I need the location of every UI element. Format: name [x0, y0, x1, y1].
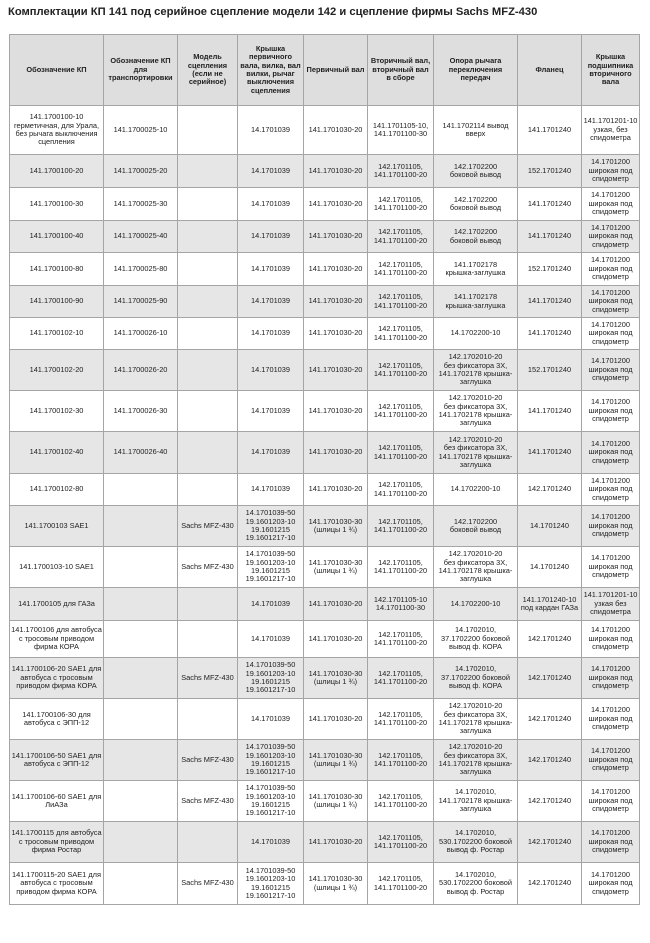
table-cell: 14.1701039-50 19.1601203-10 19.1601215 19.1601217-10: [238, 547, 304, 588]
table-cell: 141.1701030-30 (шлицы 1 ¾): [304, 781, 368, 822]
column-header: Крышка первичного вала, вилка, вал вилки, рычаг выключения сцепления: [238, 35, 304, 106]
table-cell: 141.1701030-20: [304, 253, 368, 286]
table-cell: 141.1701030-20: [304, 318, 368, 350]
table-cell: 141.1700102-10: [10, 318, 104, 350]
table-cell: 141.1701240: [518, 432, 582, 474]
table-cell: 142.1701105, 141.1701100-20: [368, 350, 434, 391]
table-cell: 141.1700026-20: [104, 350, 178, 391]
table-cell: 141.1700102-20: [10, 350, 104, 391]
table-cell: 14.1702010, 37.1702200 боковой вывод ф. КОРА: [434, 658, 518, 699]
table-cell: 142.1701240: [518, 781, 582, 822]
table-cell: 14.1701200 широкая под спидометр: [582, 547, 640, 588]
table-cell: 14.1701200 широкая под спидометр: [582, 432, 640, 474]
table-cell: 141.1701030-20: [304, 350, 368, 391]
table-cell: [104, 474, 178, 506]
table-cell: 14.1701200 широкая под спидометр: [582, 350, 640, 391]
table-cell: 14.1701039: [238, 432, 304, 474]
table-cell: [104, 822, 178, 863]
table-cell: 142.1701240: [518, 658, 582, 699]
table-cell: 142.1702010-20 без фиксатора 3Х, 141.1702178 крышка-заглушка: [434, 699, 518, 740]
table-cell: 141.1701030-20: [304, 391, 368, 432]
table-row: [10, 350, 640, 391]
table-cell: 14.1701240: [518, 506, 582, 547]
table-cell: 14.1701200 широкая под спидометр: [582, 188, 640, 221]
column-header: Крышка подшипника вторичного вала: [582, 35, 640, 106]
table-row: [10, 621, 640, 658]
table-cell: [104, 621, 178, 658]
table-cell: 141.1700106-60 SAE1 для ЛиАЗа: [10, 781, 104, 822]
table-cell: 141.1701030-20: [304, 822, 368, 863]
table-cell: 142.1701240: [518, 699, 582, 740]
table-cell: 14.1701039-50 19.1601203-10 19.1601215 19.1601217-10: [238, 863, 304, 905]
table-cell: 141.1702178 крышка-заглушка: [434, 253, 518, 286]
table-cell: 14.1701039: [238, 391, 304, 432]
table-row: [10, 740, 640, 781]
table-cell: 14.1701200 широкая под спидометр: [582, 699, 640, 740]
table-cell: 141.1700025-90: [104, 286, 178, 318]
table-row: [10, 318, 640, 350]
table-row: [10, 106, 640, 155]
table-cell: 14.1702200-10: [434, 318, 518, 350]
table-cell: 142.1701240: [518, 863, 582, 905]
table-cell: Sachs MFZ-430: [178, 863, 238, 905]
table-cell: 14.1701039: [238, 588, 304, 621]
table-cell: 14.1701200 широкая под спидометр: [582, 506, 640, 547]
column-header: Опора рычага переключения передач: [434, 35, 518, 106]
table-cell: 14.1701039: [238, 221, 304, 253]
table-cell: Sachs MFZ-430: [178, 506, 238, 547]
table-cell: [178, 155, 238, 188]
table-cell: 14.1701200 широкая под спидометр: [582, 318, 640, 350]
table-cell: 14.1701200 широкая под спидометр: [582, 822, 640, 863]
table-row: [10, 506, 640, 547]
table-cell: 14.1701039: [238, 106, 304, 155]
table-cell: 14.1701039: [238, 188, 304, 221]
table-cell: 142.1701240: [518, 740, 582, 781]
column-header: Модель сцепления (если не серийное): [178, 35, 238, 106]
table-cell: 142.1701105, 141.1701100-20: [368, 621, 434, 658]
table-cell: 142.1701105, 141.1701100-20: [368, 658, 434, 699]
table-cell: 142.1702010-20 без фиксатора 3Х, 141.1702178 крышка-заглушка: [434, 350, 518, 391]
table-cell: 141.1701030-20: [304, 588, 368, 621]
table-cell: 141.1701201-10 узкая, без спидометра: [582, 106, 640, 155]
table-cell: 142.1702010-20 без фиксатора 3Х, 141.1702178 крышка-заглушка: [434, 432, 518, 474]
table-cell: 14.1701039: [238, 474, 304, 506]
table-cell: [178, 699, 238, 740]
table-cell: 14.1701200 широкая под спидометр: [582, 221, 640, 253]
table-cell: [178, 391, 238, 432]
table-cell: 141.1701240: [518, 106, 582, 155]
table-cell: [178, 286, 238, 318]
table-cell: 14.1701200 широкая под спидометр: [582, 391, 640, 432]
table-cell: 141.1702114 вывод вверх: [434, 106, 518, 155]
table-cell: 142.1702200 боковой вывод: [434, 221, 518, 253]
table-cell: [104, 547, 178, 588]
table-cell: Sachs MFZ-430: [178, 658, 238, 699]
table-cell: 141.1700102-80: [10, 474, 104, 506]
table-cell: 142.1701105, 141.1701100-20: [368, 822, 434, 863]
table-row: [10, 253, 640, 286]
table-cell: [104, 781, 178, 822]
table-cell: 142.1701105-10 14.1701100-30: [368, 588, 434, 621]
table-cell: 142.1701105, 141.1701100-20: [368, 432, 434, 474]
table-cell: 141.1700026-40: [104, 432, 178, 474]
table-cell: 141.1700026-10: [104, 318, 178, 350]
table-cell: 141.1700100-80: [10, 253, 104, 286]
table-cell: 142.1701105, 141.1701100-20: [368, 506, 434, 547]
table-cell: 14.1701039: [238, 253, 304, 286]
table-cell: [104, 658, 178, 699]
table-row: [10, 474, 640, 506]
table-cell: 14.1701200 широкая под спидометр: [582, 658, 640, 699]
table-cell: 14.1701200 широкая под спидометр: [582, 781, 640, 822]
table-cell: 142.1701105, 141.1701100-20: [368, 699, 434, 740]
table-cell: 142.1701105, 141.1701100-20: [368, 474, 434, 506]
table-cell: 141.1701030-20: [304, 432, 368, 474]
table-row: [10, 822, 640, 863]
table-cell: 142.1702200 боковой вывод: [434, 188, 518, 221]
table-cell: [178, 221, 238, 253]
table-cell: 141.1701240: [518, 391, 582, 432]
table-cell: 14.1701200 широкая под спидометр: [582, 740, 640, 781]
table-cell: 14.1701039-50 19.1601203-10 19.1601215 19.1601217-10: [238, 781, 304, 822]
table-cell: 141.1701240-10 под кардан ГАЗа: [518, 588, 582, 621]
table-cell: 141.1701030-30 (шлицы 1 ¾): [304, 863, 368, 905]
table-cell: 14.1701039-50 19.1601203-10 19.1601215 19.1601217-10: [238, 506, 304, 547]
table-cell: 142.1701240: [518, 474, 582, 506]
table-cell: 141.1701030-30 (шлицы 1 ¾): [304, 740, 368, 781]
table-cell: 14.1701200 широкая под спидометр: [582, 863, 640, 905]
table-cell: 142.1701105, 141.1701100-20: [368, 781, 434, 822]
table-cell: 141.1701030-20: [304, 699, 368, 740]
table-cell: 142.1701105, 141.1701100-20: [368, 391, 434, 432]
table-cell: 141.1702178 крышка-заглушка: [434, 286, 518, 318]
table-cell: [178, 106, 238, 155]
table-cell: 142.1702200 боковой вывод: [434, 155, 518, 188]
table-cell: 14.1701039: [238, 155, 304, 188]
table-cell: 141.1700102-30: [10, 391, 104, 432]
table-cell: 142.1701105, 141.1701100-20: [368, 221, 434, 253]
table-cell: 141.1700106-30 для автобуса с ЭПП-12: [10, 699, 104, 740]
table-cell: 141.1701030-20: [304, 188, 368, 221]
table-cell: 14.1701200 широкая под спидометр: [582, 621, 640, 658]
table-cell: 141.1700102-40: [10, 432, 104, 474]
table-row: [10, 432, 640, 474]
table-cell: [178, 588, 238, 621]
table-cell: Sachs MFZ-430: [178, 781, 238, 822]
table-cell: 14.1702010, 530.1702200 боковой вывод ф. Ростар: [434, 822, 518, 863]
table-cell: 141.1701201-10 узкая без спидометра: [582, 588, 640, 621]
table-cell: 141.1700106-20 SAE1 для автобуса с тросовым приводом фирма КОРА: [10, 658, 104, 699]
table-cell: 141.1701105-10, 141.1701100-30: [368, 106, 434, 155]
table-cell: 142.1701105, 141.1701100-20: [368, 547, 434, 588]
table-cell: 152.1701240: [518, 253, 582, 286]
table-row: [10, 658, 640, 699]
table-cell: 14.1701240: [518, 547, 582, 588]
table-cell: [178, 432, 238, 474]
table-cell: 141.1700100-20: [10, 155, 104, 188]
table-cell: 142.1701105, 141.1701100-20: [368, 740, 434, 781]
table-cell: 14.1702200-10: [434, 474, 518, 506]
table-cell: 141.1700103-10 SAE1: [10, 547, 104, 588]
table-cell: 141.1701030-20: [304, 221, 368, 253]
table-cell: 141.1700106 для автобуса с тросовым приводом фирма КОРА: [10, 621, 104, 658]
table-row: [10, 588, 640, 621]
table-cell: 141.1700025-20: [104, 155, 178, 188]
table-cell: 141.1700105 для ГАЗа: [10, 588, 104, 621]
table-cell: 141.1701030-20: [304, 106, 368, 155]
table-cell: [104, 506, 178, 547]
table-cell: 142.1701105, 141.1701100-20: [368, 253, 434, 286]
table-row: [10, 221, 640, 253]
table-cell: 141.1701240: [518, 286, 582, 318]
table-cell: 14.1701039: [238, 350, 304, 391]
table-cell: 141.1701030-20: [304, 155, 368, 188]
table-cell: 14.1701039: [238, 621, 304, 658]
table-cell: [178, 350, 238, 391]
table-cell: 141.1701240: [518, 221, 582, 253]
table-cell: [104, 588, 178, 621]
table-cell: 141.1700100-10 герметичная, для Урала, без рычага выключения сцепления: [10, 106, 104, 155]
table-cell: 142.1701105, 141.1701100-20: [368, 318, 434, 350]
table-cell: 141.1700025-80: [104, 253, 178, 286]
table-cell: 141.1700115-20 SAE1 для автобуса с тросовым приводом фирма КОРА: [10, 863, 104, 905]
table-cell: 142.1701240: [518, 822, 582, 863]
table-cell: 141.1701030-30 (шлицы 1 ¾): [304, 547, 368, 588]
table-cell: 141.1700100-90: [10, 286, 104, 318]
table-cell: 141.1701030-20: [304, 474, 368, 506]
table-cell: 141.1701030-20: [304, 286, 368, 318]
table-cell: 14.1701200 широкая под спидометр: [582, 474, 640, 506]
table-cell: 142.1701240: [518, 621, 582, 658]
table-cell: 152.1701240: [518, 155, 582, 188]
table-cell: [104, 740, 178, 781]
table-cell: 142.1701105, 141.1701100-20: [368, 286, 434, 318]
table-cell: 142.1701105, 141.1701100-20: [368, 155, 434, 188]
table-cell: Sachs MFZ-430: [178, 547, 238, 588]
table-cell: 14.1702010, 141.1702178 крышка-заглушка: [434, 781, 518, 822]
column-header: Обозначение КП: [10, 35, 104, 106]
table-row: [10, 391, 640, 432]
table-cell: 141.1700025-10: [104, 106, 178, 155]
table-cell: [178, 474, 238, 506]
table-cell: 141.1701240: [518, 318, 582, 350]
table-cell: 14.1701039: [238, 286, 304, 318]
table-cell: 14.1701039: [238, 822, 304, 863]
table-cell: 142.1702010-20 без фиксатора 3Х, 141.1702178 крышка-заглушка: [434, 740, 518, 781]
table-cell: 14.1702010, 37.1702200 боковой вывод ф. КОРА: [434, 621, 518, 658]
table-cell: 141.1700100-40: [10, 221, 104, 253]
table-cell: 141.1700103 SAE1: [10, 506, 104, 547]
table-cell: 141.1700106-50 SAE1 для автобуса с ЭПП-12: [10, 740, 104, 781]
table-cell: [178, 188, 238, 221]
table-cell: 14.1701039-50 19.1601203-10 19.1601215 19.1601217-10: [238, 658, 304, 699]
table-cell: 142.1702010-20 без фиксатора 3Х, 141.1702178 крышка-заглушка: [434, 547, 518, 588]
table-cell: 141.1701030-20: [304, 621, 368, 658]
table-cell: 14.1701039: [238, 699, 304, 740]
table-cell: 141.1701030-30 (шлицы 1 ¾): [304, 658, 368, 699]
table-cell: 141.1700100-30: [10, 188, 104, 221]
table-cell: [178, 253, 238, 286]
table-row: [10, 781, 640, 822]
table-row: [10, 863, 640, 905]
table-cell: Sachs MFZ-430: [178, 740, 238, 781]
table-cell: [178, 318, 238, 350]
table-cell: 14.1701200 широкая под спидометр: [582, 155, 640, 188]
table-cell: 14.1701200 широкая под спидометр: [582, 286, 640, 318]
table-cell: 141.1700115 для автобуса с тросовым приводом фирма Ростар: [10, 822, 104, 863]
column-header: Фланец: [518, 35, 582, 106]
table-cell: 14.1702010, 530.1702200 боковой вывод ф. Ростар: [434, 863, 518, 905]
table-row: [10, 188, 640, 221]
column-header: Вторичный вал, вторичный вал в сборе: [368, 35, 434, 106]
table-cell: 141.1700025-40: [104, 221, 178, 253]
configurations-table: [9, 34, 640, 905]
table-cell: 14.1702200-10: [434, 588, 518, 621]
table-cell: 152.1701240: [518, 350, 582, 391]
table-cell: 141.1701030-30 (шлицы 1 ¾): [304, 506, 368, 547]
column-header: Первичный вал: [304, 35, 368, 106]
table-body: [10, 106, 640, 905]
table-row: [10, 155, 640, 188]
table-cell: [178, 621, 238, 658]
table-cell: 142.1701105, 141.1701100-20: [368, 188, 434, 221]
table-cell: 14.1701039: [238, 318, 304, 350]
table-cell: [178, 822, 238, 863]
table-cell: 142.1701105, 141.1701100-20: [368, 863, 434, 905]
table-cell: 141.1701240: [518, 188, 582, 221]
page-title: Комплектации КП 141 под серийное сцепление модели 142 и сцепление фирмы Sachs MFZ-430: [8, 6, 538, 18]
table-cell: 142.1702200 боковой вывод: [434, 506, 518, 547]
table-cell: 141.1700026-30: [104, 391, 178, 432]
table-cell: 14.1701039-50 19.1601203-10 19.1601215 19.1601217-10: [238, 740, 304, 781]
table-cell: [104, 699, 178, 740]
table-row: [10, 699, 640, 740]
table-cell: 141.1700025-30: [104, 188, 178, 221]
column-header: Обозначение КП для транспортировки: [104, 35, 178, 106]
table-cell: [104, 863, 178, 905]
table-header-row: [10, 35, 640, 106]
table-cell: 14.1701200 широкая под спидометр: [582, 253, 640, 286]
table-row: [10, 547, 640, 588]
table-row: [10, 286, 640, 318]
table-cell: 142.1702010-20 без фиксатора 3Х, 141.1702178 крышка-заглушка: [434, 391, 518, 432]
